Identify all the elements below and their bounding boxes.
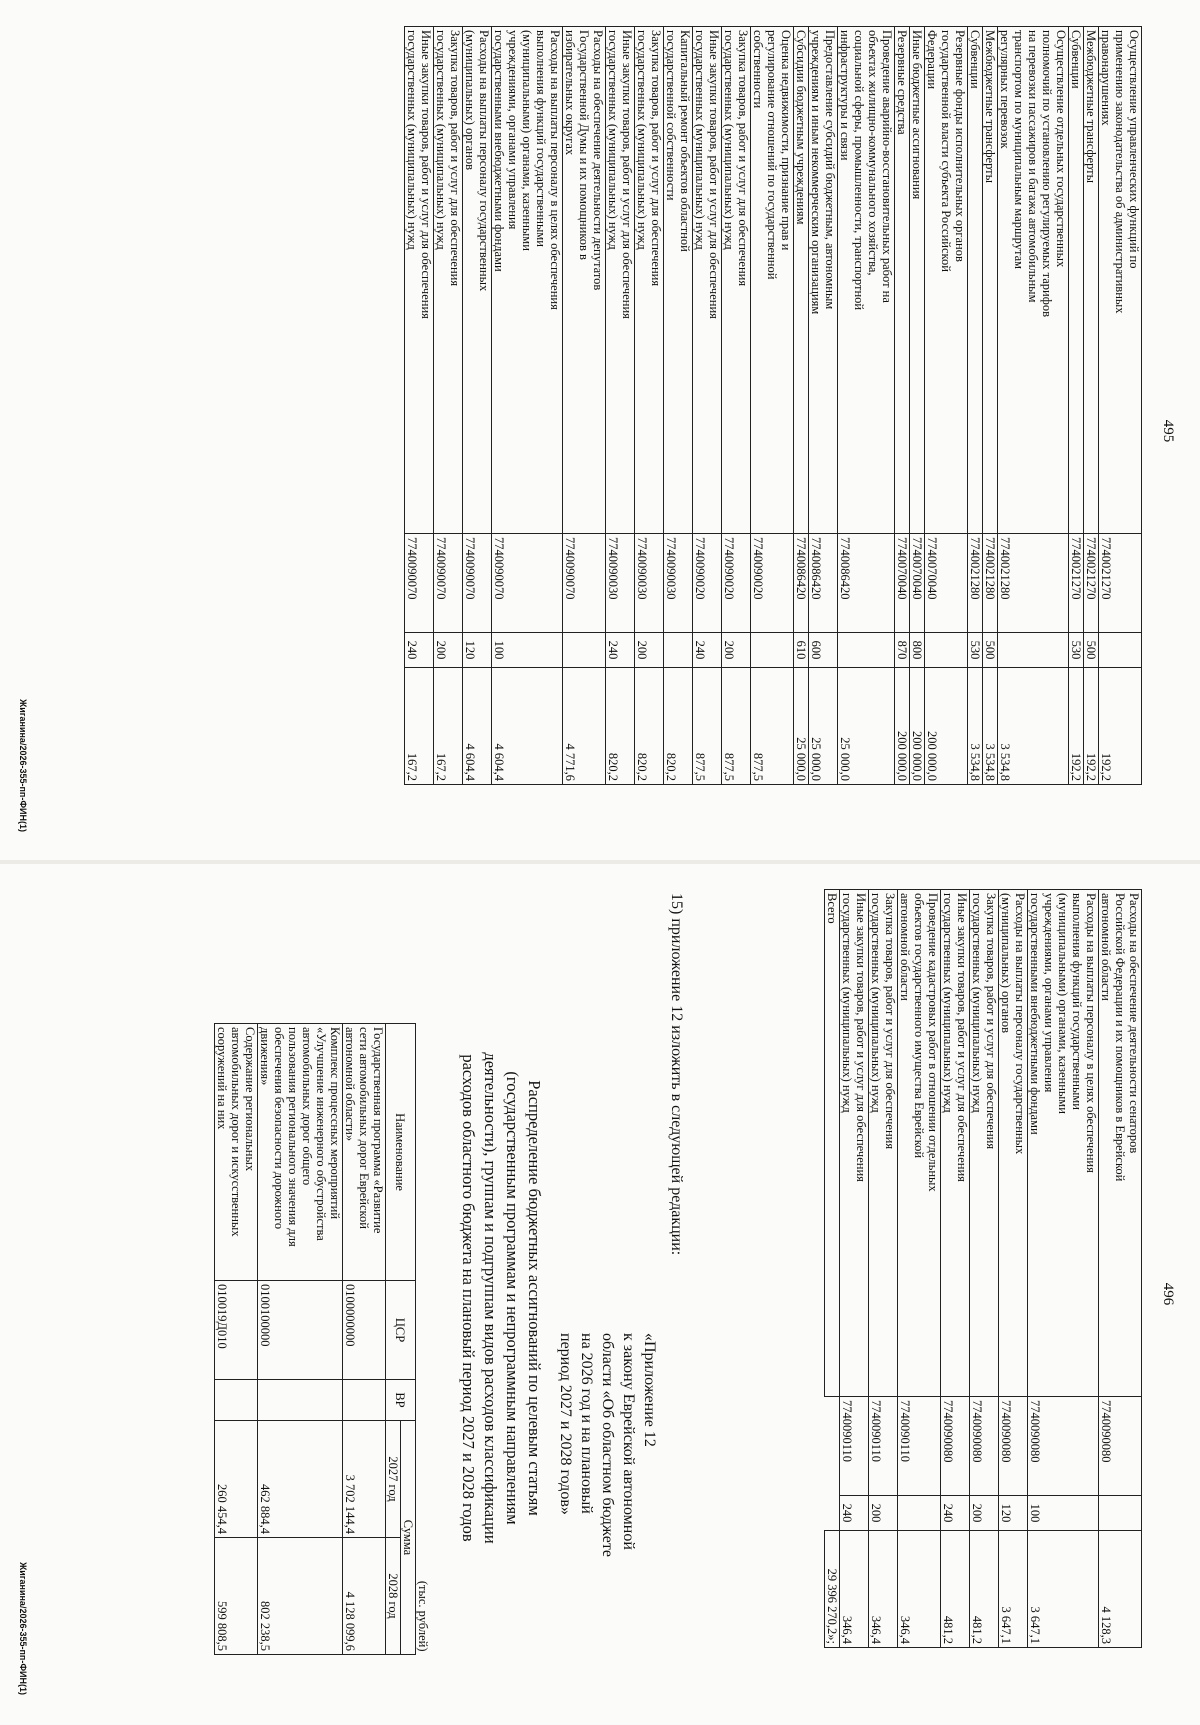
table-row xyxy=(343,1024,386,1655)
row-name-line: Межбюджетные трансферты xyxy=(983,30,997,184)
row-amount: 200 000,0 xyxy=(895,668,910,785)
row-csr: 7740021280 xyxy=(998,534,1069,633)
table-row xyxy=(258,1024,343,1655)
row-vr xyxy=(664,633,693,668)
row-name-line: объектов государственного имущества Еврейской xyxy=(912,893,926,1159)
table-row xyxy=(434,27,463,785)
table-row xyxy=(838,27,895,785)
row-csr: 7740090110 xyxy=(840,1397,869,1496)
row-vr xyxy=(838,633,895,668)
table-row xyxy=(983,27,998,785)
table-row xyxy=(998,27,1069,785)
row-name-line: Федерации xyxy=(925,30,939,90)
row-vr xyxy=(258,1380,343,1421)
table-row xyxy=(809,27,838,785)
row-amount: 25 000,0 xyxy=(838,668,895,785)
row-name-line: Межбюджетные трансферты xyxy=(1084,30,1098,184)
row-name-line: Расходы на обеспечение деятельности сенаторов xyxy=(1127,893,1141,1154)
row-name xyxy=(998,27,1069,534)
total-amount: 29 396 270,2»; xyxy=(825,1531,840,1648)
row-vr: 240 xyxy=(840,1496,869,1531)
row-amount: 167,2 xyxy=(405,668,434,785)
row-name xyxy=(970,890,999,1397)
row-name-line: государственных (муниципальных) нужд xyxy=(970,893,984,1113)
row-name-line: государственной собственности xyxy=(664,30,678,201)
row-name-line: Комплекс процессных мероприятий xyxy=(328,1027,342,1220)
page-496 xyxy=(0,863,1200,1725)
table-row xyxy=(215,1024,258,1655)
row-name-line: государственных (муниципальных) нужд xyxy=(606,30,620,250)
row-name xyxy=(869,890,898,1397)
col-name-header: Наименование xyxy=(386,1024,416,1281)
row-name-line: (муниципальных) органов xyxy=(999,893,1013,1034)
row-amount: 4 604,4 xyxy=(463,668,492,785)
row-amount: 820,2 xyxy=(635,668,664,785)
table-row xyxy=(910,27,925,785)
row-amount: 4 128,3 xyxy=(1099,1531,1142,1648)
row-name-line: автомобильных дорог и искусственных xyxy=(229,1027,243,1237)
row-name-line: государственных (муниципальных) нужд xyxy=(941,893,955,1113)
col-csr-header: ЦСР xyxy=(386,1281,416,1380)
row-csr: 7740086420 xyxy=(838,534,895,633)
row-name-line: Содержание региональных xyxy=(243,1027,257,1172)
row-name-line: автомобильных дорог общего xyxy=(300,1027,314,1186)
row-name-line: Проведение аварийно-восстановительных работ на xyxy=(880,30,894,303)
table-row xyxy=(970,890,999,1648)
row-2028: 802 238,5 xyxy=(258,1538,343,1655)
budget-table xyxy=(404,26,1142,785)
table-row xyxy=(941,890,970,1648)
row-name-line: Предоставление субсидий бюджетным, автономным xyxy=(823,30,837,310)
row-name-line: Осуществление управленческих функций по xyxy=(1127,30,1141,269)
row-csr: 7740090020 xyxy=(751,534,794,633)
table-row xyxy=(693,27,722,785)
row-2027: 260 454,4 xyxy=(215,1421,258,1538)
row-amount: 3 534,8 xyxy=(968,668,983,785)
row-name-line: выполнения функций государственными xyxy=(1070,893,1084,1110)
row-name-line: учреждениям и иным некоммерческим организациям xyxy=(809,30,823,315)
row-csr: 7740090080 xyxy=(1028,1397,1099,1496)
row-name-line: государственных (муниципальных) нужд xyxy=(840,893,854,1113)
row-name xyxy=(999,890,1028,1397)
row-name-line: Закупка товаров, работ и услуг для обеспечения xyxy=(448,30,462,287)
row-vr xyxy=(898,1496,941,1531)
row-amount: 25 000,0 xyxy=(794,668,809,785)
row-vr: 500 xyxy=(1084,633,1099,668)
row-amount: 820,2 xyxy=(606,668,635,785)
row-name-line: Субвенции xyxy=(1069,30,1083,89)
row-vr: 200 xyxy=(722,633,751,668)
table-row xyxy=(1099,890,1142,1648)
row-name-line: движения» xyxy=(258,1027,272,1086)
row-name-line: социальной сферы, промышленности, транспортной xyxy=(852,30,866,311)
row-amount: 877,5 xyxy=(693,668,722,785)
table-row xyxy=(492,27,563,785)
row-csr: 7740090070 xyxy=(463,534,492,633)
row-name xyxy=(722,27,751,534)
row-2028: 599 808,5 xyxy=(215,1538,258,1655)
row-name-line: Закупка товаров, работ и услуг для обеспечения xyxy=(883,893,897,1150)
row-amount: 200 000,0 xyxy=(925,668,968,785)
row-csr: 7740090070 xyxy=(434,534,463,633)
total-row xyxy=(825,890,840,1648)
row-name xyxy=(895,27,910,534)
row-amount: 877,5 xyxy=(722,668,751,785)
row-name xyxy=(898,890,941,1397)
row-name-line: государственными внебюджетными фондами xyxy=(492,30,506,272)
row-name-line: Резервные средства xyxy=(895,30,909,135)
row-vr xyxy=(998,633,1069,668)
row-csr: 7740070040 xyxy=(895,534,910,633)
row-csr: 7740090080 xyxy=(999,1397,1028,1496)
row-csr: 7740090110 xyxy=(869,1397,898,1496)
row-amount: 346,4 xyxy=(898,1531,941,1648)
row-name xyxy=(258,1024,343,1281)
row-name-line: Расходы на выплаты персоналу в целях обеспечения xyxy=(548,30,562,310)
row-vr: 200 xyxy=(970,1496,999,1531)
row-name-line: полномочий по установлению регулируемых тарифов xyxy=(1040,30,1054,317)
row-name xyxy=(1099,27,1142,534)
budget-table xyxy=(824,889,1142,1648)
row-name xyxy=(463,27,492,534)
row-csr: 7740090080 xyxy=(970,1397,999,1496)
row-2027: 3 702 144,4 xyxy=(343,1421,386,1538)
document-code: Жиганина/2026-355-пп-ФИН(1) xyxy=(18,699,28,832)
row-vr xyxy=(1099,1496,1142,1531)
unit-label: (тыс. рублей) xyxy=(416,1580,430,1652)
row-name-line: регулярных перевозок xyxy=(998,30,1012,149)
row-csr: 7740021270 xyxy=(1084,534,1099,633)
row-csr: 7740086420 xyxy=(794,534,809,633)
row-name-line: обеспечения безопасности дорожного xyxy=(272,1027,286,1230)
row-name-line: государственной власти субъекта Российской xyxy=(939,30,953,272)
table-row xyxy=(635,27,664,785)
row-name-line: (муниципальными) органами, казенными xyxy=(520,30,534,251)
row-name xyxy=(343,1024,386,1281)
row-vr: 530 xyxy=(1069,633,1084,668)
page-number: 496 xyxy=(1160,1282,1176,1306)
row-name xyxy=(635,27,664,534)
row-vr: 600 xyxy=(809,633,838,668)
row-name-line: собственности xyxy=(751,30,765,109)
row-name-line: государственных (муниципальных) нужд xyxy=(693,30,707,250)
row-amount: 3 534,8 xyxy=(998,668,1069,785)
row-vr: 610 xyxy=(794,633,809,668)
row-csr: 7740090080 xyxy=(1099,1397,1142,1496)
row-vr xyxy=(925,633,968,668)
col-2027-header: 2027 год xyxy=(386,1421,401,1538)
col-2028-header: 2028 год xyxy=(386,1538,401,1655)
table-row xyxy=(898,890,941,1648)
row-name-line: Закупка товаров, работ и услуг для обеспечения xyxy=(736,30,750,287)
col-sum-header: Сумма xyxy=(401,1421,416,1655)
row-name-line: объектах жилищно-коммунального хозяйства, xyxy=(866,30,880,276)
row-vr: 240 xyxy=(693,633,722,668)
row-amount: 200 000,0 xyxy=(910,668,925,785)
row-vr xyxy=(215,1380,258,1421)
table-row xyxy=(722,27,751,785)
row-vr: 870 xyxy=(895,633,910,668)
row-csr: 7740090020 xyxy=(722,534,751,633)
row-name-line: государственных (муниципальных) нужд xyxy=(869,893,883,1113)
row-csr: 0100000000 xyxy=(343,1281,386,1380)
row-name-line: правонарушениях xyxy=(1099,30,1113,126)
table-row xyxy=(999,890,1028,1648)
row-csr: 7740070040 xyxy=(910,534,925,633)
row-name xyxy=(1069,27,1084,534)
row-name xyxy=(983,27,998,534)
row-name xyxy=(925,27,968,534)
row-vr: 800 xyxy=(910,633,925,668)
row-csr: 7740090070 xyxy=(492,534,563,633)
row-name-line: Иные закупки товаров, работ и услуг для обеспечения xyxy=(419,30,433,319)
table-row xyxy=(606,27,635,785)
row-vr: 100 xyxy=(1028,1496,1099,1531)
table-row xyxy=(405,27,434,785)
row-csr: 7740090030 xyxy=(635,534,664,633)
row-vr: 100 xyxy=(492,633,563,668)
row-name-line: государственных (муниципальных) нужд xyxy=(635,30,649,250)
row-amount: 481,2 xyxy=(970,1531,999,1648)
row-csr: 7740090030 xyxy=(664,534,693,633)
row-csr: 7740070040 xyxy=(925,534,968,633)
row-amount: 25 000,0 xyxy=(809,668,838,785)
row-name-line: Расходы на выплаты персоналу в целях обеспечения xyxy=(1084,893,1098,1173)
table-row xyxy=(1069,27,1084,785)
row-name-line: (муниципальными) органами, казенными xyxy=(1056,893,1070,1114)
row-name-line: государственных (муниципальных) нужд xyxy=(405,30,419,250)
row-vr: 500 xyxy=(983,633,998,668)
row-name xyxy=(1028,890,1099,1397)
row-name-line: на перевозки пассажиров и багажа автомобильным xyxy=(1026,30,1040,303)
table-row xyxy=(968,27,983,785)
row-vr: 120 xyxy=(999,1496,1028,1531)
row-vr: 240 xyxy=(606,633,635,668)
row-name-line: применению законодательства об административных xyxy=(1113,30,1127,314)
row-name-line: избирательных округах xyxy=(563,30,577,156)
row-name-line: Расходы на выплаты персоналу государственных xyxy=(1013,893,1027,1155)
row-name-line: учреждениями, органами управления xyxy=(506,30,520,230)
row-name-line: Закупка товаров, работ и услуг для обеспечения xyxy=(984,893,998,1150)
row-amount: 877,5 xyxy=(751,668,794,785)
row-name-line: Субсидии бюджетным учреждениям xyxy=(794,30,808,225)
row-vr xyxy=(563,633,606,668)
row-name-line: Государственная программа «Развитие xyxy=(371,1027,385,1234)
table-row xyxy=(463,27,492,785)
row-name xyxy=(693,27,722,534)
row-csr: 7740090020 xyxy=(693,534,722,633)
total-label: Всего xyxy=(825,890,840,1397)
row-name xyxy=(840,890,869,1397)
row-csr: 7740021270 xyxy=(1069,534,1084,633)
row-vr xyxy=(343,1380,386,1421)
row-csr: 0100100000 xyxy=(258,1281,343,1380)
table-row xyxy=(664,27,693,785)
row-csr: 010019Д010 xyxy=(215,1281,258,1380)
table-row xyxy=(1084,27,1099,785)
row-name-line: автономной области» xyxy=(343,1027,357,1142)
row-vr: 200 xyxy=(434,633,463,668)
table-row xyxy=(840,890,869,1648)
row-amount: 346,4 xyxy=(840,1531,869,1648)
row-name-line: Субвенции xyxy=(968,30,982,89)
distribution-table xyxy=(214,1023,430,1655)
row-name-line: Проведение кадастровых работ в отношении отдельных xyxy=(926,893,940,1192)
row-name-line: «Улучшение инженерного обустройства xyxy=(314,1027,328,1241)
row-amount: 192,2 xyxy=(1084,668,1099,785)
page-number: 495 xyxy=(1160,419,1176,443)
row-name-line: учреждениями, органами управления xyxy=(1042,893,1056,1093)
row-name xyxy=(664,27,693,534)
row-name-line: государственных (муниципальных) нужд xyxy=(434,30,448,250)
row-name xyxy=(941,890,970,1397)
row-name-line: Российской Федерации и их помощников в Еврейской xyxy=(1113,893,1127,1182)
row-amount: 4 771,6 xyxy=(563,668,606,785)
row-2028: 4 128 099,6 xyxy=(343,1538,386,1655)
row-name xyxy=(910,27,925,534)
row-name xyxy=(434,27,463,534)
row-amount: 167,2 xyxy=(434,668,463,785)
header-row xyxy=(401,1024,416,1655)
row-name xyxy=(809,27,838,534)
row-csr: 7740021270 xyxy=(1099,534,1142,633)
table-row xyxy=(563,27,606,785)
row-name-line: транспортом по муниципальным маршрутам xyxy=(1012,30,1026,270)
row-2027: 462 884,4 xyxy=(258,1421,343,1538)
table-row xyxy=(895,27,910,785)
row-name-line: Оценка недвижимости, признание прав и xyxy=(779,30,793,251)
row-name xyxy=(1099,890,1142,1397)
table-row xyxy=(869,890,898,1648)
row-csr: 7740086420 xyxy=(809,534,838,633)
row-name xyxy=(563,27,606,534)
row-name-line: Осуществление отдельных государственных xyxy=(1054,30,1068,268)
row-name-line: пользования регионального значения для xyxy=(286,1027,300,1247)
table-row xyxy=(1099,27,1142,785)
row-name-line: Капитальный ремонт объектов областной xyxy=(678,30,692,252)
amendment-text: 15) приложение 12 изложить в следующей редакции: xyxy=(668,893,685,1256)
section-heading: Распределение бюджетных ассигнований по целевым статьям (государственным программам и непрограммным направлениям деятельности), группам и подгруппам видов расходов классификации расходов областного бюджета на плановый период 2027 и 2028 годов xyxy=(459,1052,544,1544)
row-amount: 346,4 xyxy=(869,1531,898,1648)
row-vr: 200 xyxy=(635,633,664,668)
row-name-line: (муниципальных) органов xyxy=(463,30,477,171)
row-name-line: регулирование отношений по государственной xyxy=(765,30,779,280)
row-name-line: автономной области xyxy=(1099,893,1113,1001)
row-name-line: государственными внебюджетными фондами xyxy=(1028,893,1042,1135)
row-name xyxy=(794,27,809,534)
row-amount: 192,2 xyxy=(1099,668,1142,785)
row-name xyxy=(492,27,563,534)
annex-reference: «Приложение 12 к закону Еврейской автономной области «Об областном бюджете на 2026 год и на плановый период 2027 и 2028 годов» xyxy=(557,1333,658,1557)
row-amount: 4 604,4 xyxy=(492,668,563,785)
document-code: Жиганина/2026-355-пп-ФИН(1) xyxy=(18,1562,28,1695)
row-csr: 7740090110 xyxy=(898,1397,941,1496)
row-name-line: Расходы на выплаты персоналу государственных xyxy=(477,30,491,292)
row-name xyxy=(838,27,895,534)
row-name-line: Иные закупки товаров, работ и услуг для обеспечения xyxy=(620,30,634,319)
row-name-line: автономной области xyxy=(898,893,912,1001)
row-name-line: инфраструктуры и связи xyxy=(838,30,852,161)
row-name-line: Резервные фонды исполнительных органов xyxy=(953,30,967,262)
row-name-line: Иные закупки товаров, работ и услуг для обеспечения xyxy=(707,30,721,319)
row-name-line: Иные бюджетные ассигнования xyxy=(910,30,924,200)
row-name-line: Иные закупки товаров, работ и услуг для обеспечения xyxy=(955,893,969,1182)
row-csr: 7740090070 xyxy=(563,534,606,633)
col-vr-header: ВР xyxy=(386,1380,416,1421)
row-name-line: Государственной Думы и их помощников в xyxy=(577,30,591,260)
row-amount: 820,2 xyxy=(664,668,693,785)
page-495 xyxy=(0,0,1200,862)
row-vr xyxy=(1099,633,1142,668)
row-name xyxy=(968,27,983,534)
row-name-line: сооружений на них xyxy=(215,1027,229,1130)
row-csr: 7740090030 xyxy=(606,534,635,633)
table-row xyxy=(1028,890,1099,1648)
row-name xyxy=(1084,27,1099,534)
row-amount: 481,2 xyxy=(941,1531,970,1648)
row-amount: 3 534,8 xyxy=(983,668,998,785)
table-row xyxy=(925,27,968,785)
row-csr: 7740090080 xyxy=(941,1397,970,1496)
row-name-line: выполнения функций государственными xyxy=(534,30,548,247)
row-vr: 200 xyxy=(869,1496,898,1531)
row-vr: 120 xyxy=(463,633,492,668)
row-amount: 3 647,1 xyxy=(999,1531,1028,1648)
row-name-line: государственных (муниципальных) нужд xyxy=(722,30,736,250)
row-amount: 192,2 xyxy=(1069,668,1084,785)
row-name-line: Иные закупки товаров, работ и услуг для обеспечения xyxy=(854,893,868,1182)
row-amount: 3 647,1 xyxy=(1028,1531,1099,1648)
row-csr: 7740090070 xyxy=(405,534,434,633)
row-name-line: Закупка товаров, работ и услуг для обеспечения xyxy=(649,30,663,287)
row-vr: 240 xyxy=(941,1496,970,1531)
table-row xyxy=(751,27,794,785)
row-name xyxy=(215,1024,258,1281)
row-vr: 530 xyxy=(968,633,983,668)
row-name xyxy=(405,27,434,534)
table-row xyxy=(794,27,809,785)
row-name xyxy=(606,27,635,534)
row-csr: 7740021280 xyxy=(968,534,983,633)
row-name-line: сети автомобильных дорог Еврейской xyxy=(357,1027,371,1229)
row-name xyxy=(751,27,794,534)
row-vr: 240 xyxy=(405,633,434,668)
row-vr xyxy=(751,633,794,668)
row-csr: 7740021280 xyxy=(983,534,998,633)
row-name-line: Расходы на обеспечение деятельности депутатов xyxy=(591,30,605,291)
